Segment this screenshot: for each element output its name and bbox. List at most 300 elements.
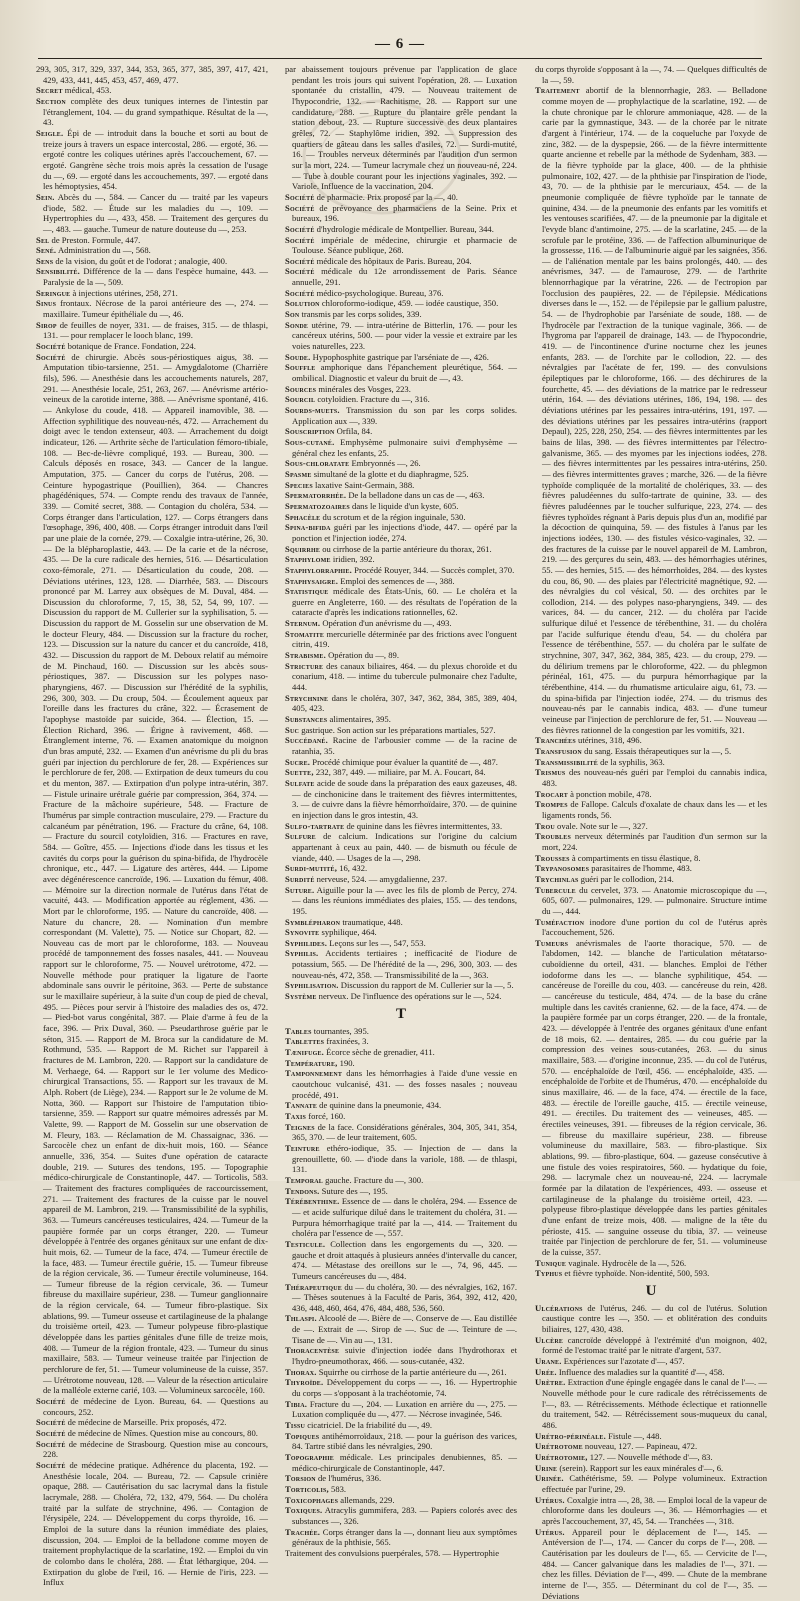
index-entry — [36, 341, 268, 352]
entry-text: Administration du —, 568. — [56, 245, 151, 256]
index-entry — [285, 1505, 517, 1526]
entry-text: botanique de France. Fondation, 224. — [65, 341, 196, 352]
entry-headword: Symblépharon — [285, 916, 341, 927]
entry-headword: Urétrotomie, — [535, 1452, 588, 1462]
index-entry — [285, 426, 517, 437]
entry-text: anévrismales de l'aorte thoracique, 570. — de l'abdomen, 142. — blanche de l'articulation métatarso-cuboïdienne du orteil, 431. — blanches. Emploi de l'éther iodoforme dans les —. — blanche syphilitique, 454. — cancéreuse de l'oreille du cou, 403. — cancéreuse du rein, 428. — cancéreuse du testicule, 484, 474. — de la base du crâne multiple dans les cavités cranienne, 62. — de la face, 474. — de la paupière formée par un corps étranger, 220. — de la frontale, 423. — développée à l'entrée des organes génitaux d'une enfant de 18 mois, 62. — dentaires, 285. — du cou guérie par la compression des veines sous-cutanées, 263. — du sinus maxillaire, 583. — d'origine inconnue, 235. — du col de l'utérus, 570. — encéphaloïde de l'œil, 456. — encéphaloïde, 435. — encéphaloïde de l'orbite et de l'humérus, 470. — encéphaloïde du sinus maxillaire, 46. — de la face, 474. — érectile de la face, 483. — érectile de l'oreille gauche, 415. — érectile veineuse, 491. — érectiles. Du traitement des — veineuses, 485. — érectiles veineuses, 391. — fibreuses de la région cervicale, 36. — fibreuse du maxillaire supérieur, 238. — fibreuse volumineuse du maxillaire, 583. — fibro-plastique. Six ablations, 99. — fibro-plastique, 604. — gazeuse consécutive à une fistule des voies respiratoires, 560. — hydatique du foie, 298. — lacrymale chez un nouveau-né, 224. — lacrymale formée par la dilatation de l'expériences, 493. — osseuse et cartilagineuse de la phalange du troisième orteil, 423. — polypeuse fibro-plastique développée dans les parties génitales d'une enfant de treize mois, 408. — maligne de la tête du périoste, 415. — sanguine osseuse du tibia, 37. — veineuse traitée par l'injection de perchlorure de fer, 51. — volumineuse de la cuisse, 357. — [542, 937, 767, 1257]
index-entry — [285, 629, 517, 650]
index-entry — [535, 885, 767, 917]
entry-text: gauche. Fracture du —, 300. — [323, 1174, 424, 1185]
entry-headword: Surdité — [285, 873, 315, 884]
index-entry — [36, 128, 268, 192]
entry-text: Influence des maladies sur la quantité d'—, 458. — [556, 1366, 725, 1377]
index-entry — [535, 874, 767, 885]
index-entry — [535, 831, 767, 852]
entry-text: de Preston. Formule, 447. — [49, 234, 141, 245]
index-entry — [285, 469, 517, 480]
entry-headword: Tumeurs — [535, 937, 569, 948]
index-entry — [535, 1473, 767, 1494]
index-entry — [285, 1122, 517, 1143]
index-entry — [285, 725, 517, 736]
entry-headword: Sinus — [36, 298, 57, 309]
entry-headword: Squirrhe — [285, 543, 321, 554]
entry-text: 16, 432. — [337, 863, 368, 874]
section-letter: T — [395, 1005, 406, 1022]
index-entry — [535, 799, 767, 820]
entry-headword: Suette, — [285, 767, 314, 778]
index-entry — [285, 266, 517, 287]
entry-headword: Urane. — [535, 1356, 562, 1367]
entry-text: Transmission du son par les corps solides. Application aux —, 339. — [292, 405, 517, 426]
header-rule — [38, 58, 762, 59]
entry-text: du — du choléra, 30. — des névralgies, 162, 167. — Thèses soutenues à la Faculté de Paris, 364, 392, 412, 420, 436, 448, 460, 464, 476, 484, 488, 536, 560. — [292, 1281, 517, 1313]
index-entry — [535, 746, 767, 757]
index-entry — [36, 320, 268, 341]
entry-headword: Urétrotome — [535, 1441, 583, 1452]
column-middle — [285, 64, 517, 1558]
entry-text: De la belladone dans un cas de —, 463. — [346, 490, 485, 501]
entry-text: abortif de la blennorrhagie, 283. — Belladone comme moyen de — prophylactique de la scarlatine, 192. — de la chute chronique par le chlorure ammoniaque, 428. — de la carie par la gymnastique, 343. — de la chorée par le nitrate d'argent à l'intérieur, 174. — de la coqueluche par l'oxyde de zinc, 382. — de la dyspepsie, 266. — de la fièvre intermittente quarte ancienne et rebelle par la méthode de Sydenham, 383. — de la fièvre typhoïde par la glace, 400. — de la phthisie pulmonaire, 102, 427. — de la phthisie par l'inspiration de l'iode, 43, 70. — de la phthisie par le mercuriaux, 454. — de la pneumonie compliquée de fièvre typhoïde par le tannate de quinine, 434. — de la pneumonie des enfants par les vomitifs et les ventouses scarifiées, 47. — de la pneumonie par la digitale et l'evyde blanc d'antimoine, 275. — de la scarlatine, 245. — de la scrofule par le protéine, 336. — de l'affection albuminurique de la grossesse, 116. — de l'albuminurie aiguë par les saignées, 356. — de l'aliénation mentale par les bains prolongés, 440. — des anévrismes, 347. — de l'amaurose, 279. — de l'arthrite blennorrhagique par la vératrine, 226. — de l'ectropion par l'occlusion des paupières, 22. — de l'épilepsie. Médications diverses dans le —, 152. — de l'épilepsie par le gallium palustre, 54. — de l'hydrophobie par l'arséniate de soude, 188. — de l'hydrocèle par l'extraction de la tunique vaginale, 366. — de l'hygroma par l'appareil de drainage, 143. — de l'hypocondrie, 419. — de l'incontinence d'urine nocturne chez les jeunes enfants, 283. — de l'orchite par le collodion, 22. — des névralgies par l'acétate de fer, 199. — des convulsions épileptiques par le chloroforme, 166. — des déchirures de la fourchette, 45. — des déviations de la matrice par le redresseur utérin, 164. — des déviations utérines, 186, 194, 198. — des déviations utérines par les pessaires intra-utérins, 191, 197. — des déviations utérines par les pessaires intra-utérins (rapport Depaul), 225, 228, 250, 254. — des fièvres intermittentes par les bains de lilas, 398. — des fièvres intermittentes par l'électro-galvanisme, 365. — des myomes par les injections iodées, 278. — des fièvres intermittentes par les pessaires intra-utérins, 250. — des fièvres intermittentes graves ; marche, 326. — de la fièvre typhoïde compliquée de la mortalité de cholériques, 33. — des fièvres paludéennes du sulfo-tartrate de quinine, 33. — des fièvres paludéennes par le toucher sulfurique, 223, 274. — des fièvres typhoïdes régnant à Paris depuis plus d'un an, modifié par la décoction de quinquina, 59. — des fistules à l'anus par les injections iodées, 130. — des fistules vésico-vaginales, 32. — des fractures de la cuisse par le nouvel appareil de M. Lambron, 219. — des gerçures du sein, 483. — des hémorrhagies utérines, 55. — des hernies, 515. — des hémorrhoïdes, 284. — des kystes du cou, 86, 90. — des plaies par l'électricité magnétique, 92. — des névralgies du col vésical, 50. — des orchites par le collodion, 214. — des polypes naso-pharyngiens, 349. — des varices, 84. — du cancer, 212. — du choléra par l'acide sulfurique dilué et l'essence de térébenthine, 31. — du choléra par l'acide sulfurique étendu d'eau, 54. — du choléra par l'essence de térébenthine, 557. — du choléra par le sulfate de strychnine, 307, 347, 362, 384, 385, 423. — du croup, 279. — du délirium tremens par le chloroforme, 422. — du phlegmon périnéal, 161, 475. — du purpura hémorrhagique par la térébenthine, 414. — du rhumatisme articulaire aigu, 61, 73. — du spina-bifida par l'injection iodée, 274. — du trismus des nouveau-nés par le cannabis indica, 483. — d'une tumeur veineuse par l'injection de perchlorure de fer, 51. — Nouveau — des fièvres rationnel de la congestion par les vomitifs, 321. — [542, 85, 767, 735]
index-entry — [36, 85, 268, 96]
entry-text: 190. — [337, 1057, 355, 1068]
entry-text: forcé, 160. — [306, 1111, 346, 1121]
entry-headword: Seringue — [36, 287, 71, 298]
entry-text: Cathétérisme, 59. — Polype volumineux. Extraction effectuée par l'urine, 29. — [542, 1473, 767, 1494]
index-entry — [535, 64, 767, 85]
index-entry — [285, 1313, 517, 1345]
entry-text: Essence de — dans le choléra, 294. — Essence de — et acide sulfurique dilué dans le traitement du choléra, 31. — Purpura hémorrhagique traité par la —, 414. — Traitement du choléra par l'essence de —, 557. — [292, 1196, 517, 1239]
entry-text: Hypophosphite gastrique par l'arséniate de —, 426. — [310, 351, 489, 362]
index-entry — [285, 1175, 517, 1186]
entry-text: parasitaires de l'homme, 483. — [589, 863, 692, 874]
entry-text: de quinine dans les fièvres intermittentes, 33. — [344, 820, 503, 831]
entry-headword: Taxis — [285, 1111, 307, 1121]
entry-headword: Société — [285, 287, 315, 298]
index-entry — [285, 256, 517, 267]
index-entry — [285, 512, 517, 523]
entry-headword: Sources — [285, 383, 317, 394]
entry-text: des canaux biliaires, 464. — du plexus choroïde et du conarium, 418. — intime du tubercule pulmonaire chez l'adulte, 444. — [292, 660, 517, 693]
entry-headword: Staphylome — [285, 554, 331, 565]
entry-headword: Tablettes — [285, 1036, 325, 1047]
entry-headword: Souscription — [285, 426, 335, 437]
index-entry — [285, 458, 517, 469]
entry-headword: Tamponnement — [285, 1068, 343, 1079]
entry-headword: Trychinlas — [535, 873, 579, 884]
entry-headword: Sens — [36, 255, 54, 266]
entry-headword: Spina-bifida — [285, 522, 331, 533]
index-entry — [285, 501, 517, 512]
column-right — [535, 64, 767, 1601]
entry-text: à ponction mobile, 478. — [567, 788, 652, 799]
entry-text: nerveuse, 524. — amygdalienne, 237. — [314, 873, 447, 884]
entry-text: nerveux déterminés par l'audition d'un sermon sur la mort, 224. — [542, 831, 767, 852]
entry-headword: Succédané. — [285, 735, 328, 746]
index-entry — [285, 576, 517, 587]
entry-headword: Température, — [285, 1057, 338, 1068]
index-entry — [285, 1452, 517, 1473]
index-entry — [285, 1100, 517, 1111]
entry-text: de la syphilis, 363. — [597, 756, 665, 767]
index-entry — [285, 224, 517, 235]
entry-headword: Solution — [285, 298, 320, 309]
index-entry — [285, 565, 517, 576]
index-entry — [285, 1367, 517, 1378]
index-entry — [535, 917, 767, 938]
entry-text: laxative Saint-Germain, 388. — [312, 479, 415, 490]
entry-text: transmis par les corps solides, 339. — [299, 309, 422, 320]
entry-headword: Sirop — [36, 319, 57, 330]
entry-headword: Staphysaigre. — [285, 575, 339, 586]
entry-headword: Thorax. — [285, 1366, 317, 1377]
entry-headword: Troubles — [535, 831, 572, 842]
index-entry — [285, 586, 517, 618]
entry-headword: Tendons. — [285, 1185, 320, 1196]
entry-headword: Thyroïde. — [285, 1377, 324, 1388]
entry-headword: Sphacèle — [285, 511, 321, 522]
entry-text: et fièvre typhoïde. Non-identité, 500, 593. — [562, 1268, 710, 1279]
entry-text: de médecine de Strasbourg. Question mise au concours, 228. — [43, 1438, 268, 1460]
index-entry — [36, 192, 268, 235]
index-entry — [535, 1441, 767, 1452]
index-entry — [285, 778, 517, 821]
index-entry — [535, 1258, 767, 1269]
entry-text: de feuilles de noyer, 331. — de fraises, 315. — de thlaspi, 131. — pour remplacer le looch blanc, 199. — [43, 319, 268, 341]
entry-headword: Strychnine — [285, 692, 329, 703]
entry-headword: Tuméfaction — [535, 916, 585, 927]
entry-text: à compartiments en tissu élastique, 8. — [569, 852, 701, 863]
entry-headword: Section — [36, 95, 66, 106]
entry-text: par abaissement toujours prévenue par l'application de glace pendant les trois jours qui suivent l'opération, 28. — Luxation spontanée du cristallin, 479. — Nouveau traitement de l'hypocondrie, 132. — Rachitisme, 28. — Rapport sur une candidature, 288. — Rupture du plantaire grêle pendant la station debout, 23. — Rupture successive des deux plantaires grêles, 72. — Staphylôme iridien, 392. — Suppression des quartiers de gâteau dans les salles d'asiles, 72. — Surdi-mutité, 16. — Troubles nerveux déterminés par l'audition d'un sermon sur la mort, 224. — Tumeur lacrymale chez un nouveau-né, 224. — Tube à double courant pour les injections vaginales, 392. — Variole. Influence de la vaccination, 204. — [285, 64, 517, 192]
index-entry — [285, 384, 517, 395]
entry-headword: Spermatozoaires — [285, 500, 350, 511]
entry-text: (serein). Rapport sur les eaux minérales d'—, 6. — [557, 1462, 724, 1473]
entry-text: Développement du corps — —, 16. — Hypertrophie du corps — s'opposant à la trachéotomie, 74. — [292, 1377, 517, 1399]
entry-headword: Sensibilité. — [36, 266, 81, 277]
section-letter: U — [645, 1282, 657, 1299]
entry-headword: Toxiques. — [285, 1505, 323, 1516]
entry-text: iridien, 392. — [330, 554, 375, 565]
entry-text: médicale. Les principales denubiennes, 85. — médico-chirurgicale de Constantinople, 447. — [292, 1452, 517, 1473]
entry-text: 127. — Nouvelle méthode d'—, 83. — [587, 1452, 713, 1462]
entry-headword: Société — [36, 351, 66, 362]
index-entry — [36, 245, 268, 256]
entry-headword: Trou — [535, 820, 555, 831]
entry-headword: Société — [285, 202, 315, 213]
entry-text: Orfila, 84. — [334, 426, 373, 437]
index-entry — [535, 1452, 767, 1463]
entry-text: médicale des hôpitaux de Paris. Bureau, 204. — [314, 255, 472, 266]
index-entry — [535, 735, 767, 746]
entry-headword: Testicule. — [285, 1238, 326, 1249]
entry-text: Fracture du —, 204. — Luxation en arrière du —, 275. — Luxation compliquée du —, 477. — Nécrose invaginée, 546. — [292, 1398, 517, 1420]
index-entry — [36, 266, 268, 287]
entry-text: de chirurgie. Abcès sous-périostiques aigus, 38. — Amputation tibio-tarsienne, 251. — Amygdalotome (Charrière fils), 596. — Anesthésie dans les accouchements naturels, 287, 291. — Anesthésie locale, 251, 263, 267. — Anévrisme artério-veineux de la carotide interne, 388. — Anévrisme spontané, 416. — Ankylose du coude, 418. — Appareil inamovible, 38. — Affection syphilitique des nouveau-nés, 472. — Arrachement du doigt avec le tendon extenseur, 403. — Arrachement du doigt indicateur, 126. — Arthrite sèche de l'articulation fémoro-tibiale, 108. — Bec-de-lièvre compliqué, 193. — Bureau, 300. — Calculs déposés en rosace, 343. — Cancer de la langue. Amputation, 375. — Cancer du corps de l'utérus, 208. — Ceinture hypogastrique (Pouillien), 364. — Chancres phagédéniques, 574. — Compte rendu des travaux de l'année, 339. — Comité secret, 388. — Contagion du choléra, 534. — Corps étranger dans l'articulation, 127. — Corps étrangers dans l'œsophage, 396, 400, 408. — Corps étranger introduit dans l'œil par une plaie de la cornée, 279. — Coxalgie intra-utérine, 26, 30. — De la blépharoplastie, 443. — De la carie et de la nécrose, 435. — De la cure radicale des hernies, 516. — Désarticulation coxo-fémorale, 271. — Désarticulation du coude, 208. — Déviations utérines, 123, 128. — Diarrhée, 583. — Discours prononcé par M. Larrey aux obsèques de M. Duval, 484. — Discussion du chloroforme, 7, 15, 38, 52, 54, 99, 107. — Discussion du rapport de M. Cullerier sur la syphilisation, 5. — Discussion du rapport de M. Gosselin sur une observation de M. le docteur Fleury, 484. — Discussion sur la fracture du rocher, 123. — Discussion sur la nature du cancer et du cancroïde, 418, 432. — Discussion du rapport de M. Deboux relatif au mémoire de M. Pinchaud, 160. — Discussion sur les abcès sous-périostiques, 387. — Discussion sur les polypes naso-pharyngiens, 467. — Discussion sur l'hérédité de la syphilis, 296, 300, 303. — Du croup, 504. — Écoulement aqueux par l'oreille dans les fractures du crâne, 322. — Écrasement de l'apophyse mastoïde par suicide, 364. — Élection, 15. — Élection Richard, 396. — Érigne à ravivement, 468. — Étranglement interne, 76. — Examen anatomique du moignon d'un bras amputé, 232. — Examen d'un anévrisme du pli du bras guéri par injection du perchlorure de fer, 28. — Expériences sur le perchlorure de fer, 208. — Extirpation de deux tumeurs du cou et du menton, 387. — Extirpation d'un polype intra-utérin, 387. — Fistule urinaire urétrale guérie par compression, 364, 374. — Fracture de la mâchoire supérieure, 548. — Fracture de l'humérus par simple contraction musculaire, 279. — Fracture du calcanéum par pénétration, 196. — Fracture du crâne, 64, 108. — Fracture du sourcil cotyloïdien, 316. — Fractures en rave, 584. — Goître, 455. — Injections d'iode dans les tissus et les cavités du corps pour la guérison du spina-bifida, de l'hydrocèle chronique, etc., 447. — Ligature des artères, 444. — Lipome avec dégénérescence cancroïde, 196. — Luxation du fémur, 408. — Mémoire sur la direction normale de l'utérus dans l'état de vacuité, 443. — Modification apportée au réglement, 436. — Mort par le chloroforme, 195. — Nature du cancroïde, 408. — Nature du chancre, 28. — Nomination d'un membre correspondant (M. Valette), 75. — Notice sur Chopart, 82. — Nouveau cas de mort par le chloroforme, 183. — Nouveau procédé de tamponnement des fosses nasales, 441. — Nouveau rapport sur le chloroforme, 75. — Nouvel urétrotome, 472. — Nouvelle méthode pour pratiquer la ligature de l'aorte abdominale sans ouvrir le péritoine, 363. — Perte de substance sur le maxillaire supérieur, à la suite d'un coup de pied de cheval, 495. — Pièces pour servir à l'histoire des maladies des os, 472. — Pied-bot varus congénital, 387. — Plaie d'arme à feu de la face, 396. — Prix Duval, 360. — Pseudarthrose guérie par le séton, 315. — Rapport de M. Broca sur la candidature de M. Rothmund, 535. — Rapport de M. Richet sur l'appareil à fractures de M. Lambron, 220. — Rapport sur la candidature de M. Verhaege, 64. — Rapport sur le 1er volume des Medico-chirurgical Transactions, 55. — Rapport sur les travaux de M. Alph. Robert (de Liège), 234. — Rapport sur le 2e volume de M. Notta, 360. — Rapport sur l'histoire de l'amputation tibio-tarsienne, 359. — Rapport sur quatre mémoires adressés par M. Valette, 99. — Rapport de M. Gosselin sur une observation de M. Fleury, 183. — Réclamation de M. Chassaignac, 336. — Sarcocèle chez un enfant de dix-huit mois, 160. — Séance annuelle, 336, 354. — Suites d'une opération de cataracte double, 219. — Sutures des tendons, 195. — Topographie médico-chirurgicale de Constantinople, 447. — Torticolis, 583. — Traitement des fractures compliquées de raccourcissement, 271. — Traitement des fractures de la cuisse par le nouvel appareil de M. Lambron, 219. — Transmissibilité de la syphilis, 363. — Tumeurs cancéreuses testiculaires, 424. — Tumeur de la paupière formée par un corps étranger, 220. — Tumeur développée à l'entrée des organes génitaux sur une enfant de dix-huit mois, 62. — Tumeur de la face, 474. — Tumeur érectile de la face, 483. — Tumeur érectile guérie, 15. — Tumeur fibreuse de la région cervicale, 36. — Tumeur érectile volumineuse, 164. — Tumeur fibreuse de la région cervicale, 36. — Tumeur fibreuse du maxillaire supérieur, 238. — Tumeur ganglionnaire de la région cervicale, 64. — Tumeur fibro-plastique. Six ablations, 99. — Tumeur osseuse et cartilagineuse de la phalange du troisième orteil, 423. — Tumeur polypeuse fibro-plastique développée dans les parties génitales d'une fille de treize mois, 408. — Tumeur de la région frontale, 423. — Tumeur du sinus maxillaire, 583. — Tumeur veineuse traitée par l'injection de perchlorure de fer, 51. — Tumeur volumineuse de la cuisse, 357. — Urétrotome nouveau, 128. — Valeur de la résection articulaire de la malléole externe carié, 103. — Volumineux sarcocèle, 160. — [43, 351, 268, 1396]
entry-headword: Transmissibilité — [535, 756, 598, 767]
index-entry — [36, 1439, 268, 1460]
entry-text: Épi de — introduit dans la bouche et sorti au bout de treize jours à travers un espace intercostal, 286. — ergoté, 36. — ergoté contre les coliques utérines après l'accouchement, 67. — ergoté. Gangrène sèche trois mois après la cessation de l'usage du —, 69. — ergoté dans les accouchements, 397. — ergoté dans les hémoptysies, 454. — [43, 127, 268, 192]
index-entry — [285, 693, 517, 714]
entry-headword: Système — [285, 991, 317, 1002]
entry-headword: Spermatorrhée. — [285, 490, 347, 501]
entry-text: du cervelet, 373. — Anatomie microscopique du —, 605, 607. — pulmonaires, 129. — pulmonaire. Structure intime du —, 444. — [542, 884, 767, 916]
entry-headword: Staphylorraphie. — [285, 564, 353, 575]
index-entry — [285, 544, 517, 555]
entry-headword: Temporal — [285, 1174, 323, 1185]
index-entry — [36, 64, 268, 85]
entry-text: du sang. Essais thérapeutiques sur la —, 5. — [581, 746, 732, 756]
entry-headword: Tibia. — [285, 1398, 308, 1409]
entry-headword: Utérus. — [535, 1494, 565, 1505]
index-entry — [36, 96, 268, 128]
entry-text: Emploi des semences de —, 388. — [338, 575, 455, 586]
index-entry — [285, 203, 517, 224]
entry-text: d'hydrologie médicale de Montpellier. Bureau, 344. — [314, 223, 494, 234]
entry-headword: Sonde — [285, 319, 309, 330]
entry-text: cancroïde développé à l'extrémité d'un moignon, 402, formé de l'estomac traité par le nitrate d'argent, 537. — [542, 1334, 767, 1356]
entry-text: de l'utérus, 246. — du col de l'utérus. Solution caustique contre les —, 350. — et oblitération des conduits biliaires, 127, 430, 438. — [542, 1302, 767, 1335]
entry-text: guéri par les injections d'iode, 447. — opéré par la ponction et l'injection iodée, 274. — [292, 522, 517, 543]
entry-headword: Sulfure — [285, 831, 316, 842]
index-entry — [285, 1399, 517, 1420]
index-entry — [285, 980, 517, 991]
entry-headword: Thérapeutique — [285, 1281, 343, 1292]
index-entry — [285, 1420, 517, 1431]
index-entry — [535, 863, 767, 874]
entry-headword: Trompes — [535, 799, 568, 810]
entry-text: de l'humérus, 336. — [315, 1473, 382, 1484]
index-entry — [285, 352, 517, 363]
entry-text: Embryonnés —, 26. — [349, 458, 421, 469]
entry-headword: Teignes — [285, 1121, 315, 1132]
index-entry — [535, 757, 767, 768]
entry-headword: Société — [285, 234, 315, 245]
index-entry — [285, 522, 517, 543]
entry-text: de médecine de Marseille. Prix proposés, 472. — [65, 1417, 227, 1428]
entry-text: Appareil pour le déplacement de l'—, 145. — Antéversion de l'—, 174. — Cancer du corps de l'—, 208. — Cautérisation par les douleurs de l'—, 65. — Cervicite de l'—, 484. — Cancer galvanique dans les maladies de l'—, 371. — chez les filles. Déviation de l'—, 499. — Chute de la membrane interne de l'—, 355. — Déterminant du col de l'—, 35. — Déviations — [542, 1526, 767, 1601]
entry-text: alimentaires, 395. — [327, 714, 391, 725]
entry-text: inodore d'une portion du col de l'utérus après l'accouchement, 526. — [542, 916, 767, 938]
entry-text: de médecine pratique. Adhérence du placenta, 192. — Anesthésie locale, 204. — Bureau, 72. — Capsule crinière opaque, 288. — Cautérisation du sac lacrymal dans la fistule lacrymale, 288. — Choléra, 72, 132, 479, 564. — Du choléra traité par la sulfate de strychnine, 496. — Contagion de l'érysipèle, 224. — Développement du corps thyroïde, 16. — Emploi de la suture dans la réunion immédiate des plaies, discussion, 204. — Emploi de la belladone comme moyen de traitement prophylactique de la scarlatine, 192. — Emploi du vin de colombo dans le choléra, 288. — État léthargique, 204. — Extirpation du globe de l'œil, 16. — Hernie de l'iris, 223. — Influx — [43, 1459, 268, 1588]
index-entry — [285, 320, 517, 352]
index-entry — [285, 1548, 517, 1559]
entry-text: 232, 387, 449. — miliaire, par M. A. Foucart, 84. — [313, 767, 486, 778]
entry-text: médico-psychologique. Bureau, 376. — [314, 287, 444, 298]
entry-headword: Société — [285, 266, 315, 277]
index-entry — [285, 1186, 517, 1197]
index-entry — [285, 490, 517, 501]
entry-headword: Topiques — [285, 1430, 320, 1441]
entry-headword: Substances — [285, 714, 328, 725]
index-entry — [535, 1303, 767, 1335]
index-entry — [285, 874, 517, 885]
index-entry — [285, 192, 517, 203]
entry-text: médicale des États-Unis, 60. — Le choléra et la guerre en Angleterre, 160. — des résultats de l'opération de la cataracte d'après les indications rationnelles, 62. — [292, 586, 517, 618]
entry-text: Aiguille pour la — avec les fils de plomb de Percy, 274. — dans les réunions immédiates des plaies, 155. — des tendons, 195. — [292, 884, 517, 916]
entry-headword: Strabisme. — [285, 650, 326, 661]
entry-text: frontaux. Nécrose de la paroi antérieure des —, 274. — maxillaire. Tumeur épithéliale du —, 46. — [43, 298, 268, 320]
entry-headword: Statistique — [285, 586, 329, 597]
entry-headword: Tissu — [285, 1420, 306, 1431]
entry-headword: Société — [36, 1396, 66, 1407]
index-entry — [285, 480, 517, 491]
entry-text: de la face. Considérations générales, 304, 305, 341, 354, 365, 370. — de leur traitement, 605. — [292, 1121, 517, 1143]
entry-headword: Urinée. — [535, 1473, 564, 1484]
index-entry — [285, 767, 517, 778]
entry-text: utérines, 318, 496. — [575, 735, 642, 746]
entry-headword: Société — [36, 1417, 66, 1428]
entry-text: tournantes, 395. — [311, 1025, 369, 1036]
entry-text: des nouveau-nés guéri par l'emploi du cannabis indica, 483. — [542, 767, 767, 788]
entry-headword: Urètre. — [535, 1377, 566, 1388]
index-entry — [285, 1431, 517, 1452]
index-entry — [36, 256, 268, 267]
index-entry — [285, 863, 517, 874]
index-entry — [285, 1058, 517, 1069]
entry-text: gastrique. Son action sur les préparations martiales, 527. — [299, 724, 496, 735]
entry-text: à injections utérines, 258, 271. — [70, 287, 178, 298]
index-entry — [36, 235, 268, 246]
entry-headword: Son — [285, 309, 300, 320]
index-entry — [285, 938, 517, 949]
entry-text: médicale du 12e arrondissement de Paris. Séance annuelle, 291. — [292, 266, 517, 288]
page-number: — 6 — — [375, 36, 425, 52]
index-entry — [285, 309, 517, 320]
entry-text: allemands, 229. — [338, 1494, 395, 1505]
entry-headword: Urine — [535, 1462, 558, 1473]
entry-text: mercurielle déterminée par des frictions avec l'onguent citrin, 419. — [292, 628, 517, 650]
index-entry — [285, 650, 517, 661]
entry-text: ethéro-iodique, 35. — Injection de — dans la grenouillette, 60. — d'iode dans la variole, 188. — de thlaspi, 131. — [292, 1142, 517, 1175]
index-entry — [535, 1527, 767, 1601]
entry-headword: Trismus — [535, 767, 566, 778]
index-entry — [285, 885, 517, 917]
entry-text: Procédé Rouyer, 344. — Succès complet, 370. — [352, 564, 515, 575]
entry-text: Opération du —, 89. — [325, 650, 399, 661]
index-entry — [285, 1068, 517, 1100]
index-entry — [285, 1484, 517, 1495]
entry-text: de pharmacie. Prix proposé par la —, 40. — [314, 191, 458, 202]
entry-headword: Toxicophages — [285, 1494, 339, 1505]
index-entry — [36, 288, 268, 299]
entry-headword: Torticolis, — [285, 1483, 329, 1494]
entry-headword: Trocart — [535, 788, 568, 799]
index-entry — [285, 1036, 517, 1047]
entry-text: Alcoolé de —. Bière de —. Conserve de —. Eau distillée de —. Extrait de —. Sirop de —. Suc de —. Teinture de —. Tisane de —. Vin au —, 131. — [292, 1313, 517, 1345]
index-entry — [285, 1143, 517, 1175]
entry-headword: Souffle — [285, 362, 316, 373]
entry-text: de médecine de Nîmes. Question mise au concours, 80. — [65, 1428, 258, 1438]
entry-text: Atracylis gummifera, 283. — Papiers colorés avec des substances —, 326. — [292, 1505, 517, 1526]
entry-headword: Ulcère — [535, 1334, 564, 1345]
index-entry — [36, 1460, 268, 1588]
entry-text: Leçons sur les —, 547, 553. — [327, 937, 426, 948]
index-entry — [285, 831, 517, 863]
entry-text: complète des deux tuniques internes de l'intestin par l'étranglement, 104. — du grand sympathique. Résultat de la —, 43. — [43, 95, 268, 128]
entry-headword: Thoracentèse — [285, 1345, 340, 1356]
entry-text: guéri par le collodion, 214. — [578, 873, 674, 884]
entry-text: cotyloïdien. Fracture du —, 316. — [315, 394, 430, 405]
entry-text: chloroformo-iodique, 459. — iodée caustique, 350. — [319, 298, 499, 309]
index-entry — [285, 927, 517, 938]
entry-text: ovale. Note sur le —, 327. — [554, 820, 648, 831]
entry-headword: Tranchées — [535, 735, 576, 746]
index-entry — [535, 1495, 767, 1527]
index-entry — [535, 1431, 767, 1442]
entry-text: de Fallope. Calculs d'oxalate de chaux dans les — et les ligaments ronds, 56. — [542, 799, 767, 820]
index-entry — [285, 1111, 517, 1122]
entry-text: Corps étranger dans la —, donnant lieu aux symptômes généraux de la phthisie, 565. — [292, 1526, 517, 1548]
index-entry — [36, 1396, 268, 1417]
entry-headword: Urétro-périnéale. — [535, 1430, 606, 1441]
index-entry — [285, 618, 517, 629]
entry-text: de médecine de Lyon. Bureau, 64. — Questions au concours, 252. — [43, 1396, 268, 1417]
index-entry — [285, 362, 517, 383]
entry-headword: Stomatite — [285, 628, 325, 639]
entry-headword: Société — [285, 191, 315, 202]
entry-headword: Sucre. — [285, 756, 311, 767]
entry-text: Écorce sèche de grenadier, 411. — [324, 1047, 435, 1058]
entry-text: Accidents tertiaires ; inefficacité de l'iodure de potassium, 565. — De l'hérédité de la —, 296, 300, 303. — des nouveau-nés, 472, 358. — Transmissibilité de la —, 363. — [292, 948, 517, 980]
entry-text: Squirrhe ou cirrhose de la partie antérieure du —, 261. — [316, 1366, 507, 1377]
index-entry — [285, 288, 517, 299]
entry-text: Emphysème pulmonaire suivi d'emphysème — général chez les enfants, 25. — [292, 436, 517, 458]
index-entry — [285, 991, 517, 1002]
entry-text: dans le choléra, 307, 347, 362, 384, 385, 389, 404, 405, 423. — [292, 692, 517, 714]
entry-headword: Société — [36, 1438, 66, 1449]
index-entry — [36, 1417, 268, 1428]
entry-text: fraxinées, 3. — [324, 1036, 369, 1047]
entry-headword: Sein. — [36, 191, 55, 202]
entry-headword: Traitement — [535, 85, 580, 96]
entry-headword: Sous-cutané. — [285, 436, 335, 447]
entry-headword: Trypanosomes — [535, 863, 590, 874]
entry-text: dans le liquide d'un kyste, 605. — [349, 500, 459, 511]
entry-headword: Syphilides. — [285, 937, 328, 948]
entry-text: Différence de la — dans l'espèce humaine, 443. — Paralysie de la —, 509. — [43, 266, 268, 288]
entry-headword: Société — [285, 255, 315, 266]
entry-text: de quinine dans la pneumonie, 434. — [317, 1100, 442, 1111]
index-entry — [535, 767, 767, 788]
entry-text: impériale de médecine, chirurgie et pharmacie de Toulouse. Séance publique, 268. — [292, 234, 517, 256]
entry-headword: Société — [36, 1428, 66, 1438]
index-entry — [285, 948, 517, 980]
entry-text: de calcium. Indications sur l'origine du calcium appartenant à ceux au pain, 440. — de bismuth ou fécule de viande, 440. — Usages de la —, 298. — [292, 831, 517, 863]
entry-headword: Thlaspi. — [285, 1313, 317, 1324]
entry-text: 583. — [328, 1483, 347, 1494]
index-entry — [535, 1268, 767, 1279]
entry-headword: Société — [36, 341, 66, 352]
entry-text: Racine de l'arbousier comme — de la racine de ratanhia, 35. — [292, 735, 517, 756]
entry-text: minérales des Vosges, 223. — [316, 383, 411, 394]
entry-headword: Térébenthine. — [285, 1196, 340, 1207]
entry-text: antihémorroïdaux, 218. — pour la guérison des varices, 84. Tartre stibié dans les névralgies, 290. — [292, 1430, 517, 1452]
entry-headword: Topographie — [285, 1452, 334, 1462]
entry-text: acide de soude dans la préparation des eaux gazeuses, 48. — de cinchonicine dans le traitement des fièvres intermittentes, 3. — de cuivre dans la fièvre hémorrhoïdaire, 370. — de quinine en injection dans le gros intestin, 43. — [292, 777, 517, 820]
entry-headword: Ulcérations — [535, 1302, 583, 1313]
entry-text: du corps thyroïde s'opposant à la —, 74. — Quelques difficultés de la —, 59. — [535, 64, 767, 85]
entry-text: Suture des —, 195. — [319, 1185, 388, 1196]
index-entry — [535, 1356, 767, 1367]
index-entry — [535, 1377, 767, 1430]
entry-text: ou cirrhose de la partie antérieure du thorax, 261. — [320, 543, 492, 554]
index-entry — [285, 1345, 517, 1366]
index-entry — [285, 298, 517, 309]
entry-headword: Tænifuge. — [285, 1047, 325, 1058]
index-entry — [285, 1473, 517, 1484]
entry-headword: Sené. — [36, 245, 57, 256]
entry-headword: Typhus — [535, 1268, 563, 1279]
